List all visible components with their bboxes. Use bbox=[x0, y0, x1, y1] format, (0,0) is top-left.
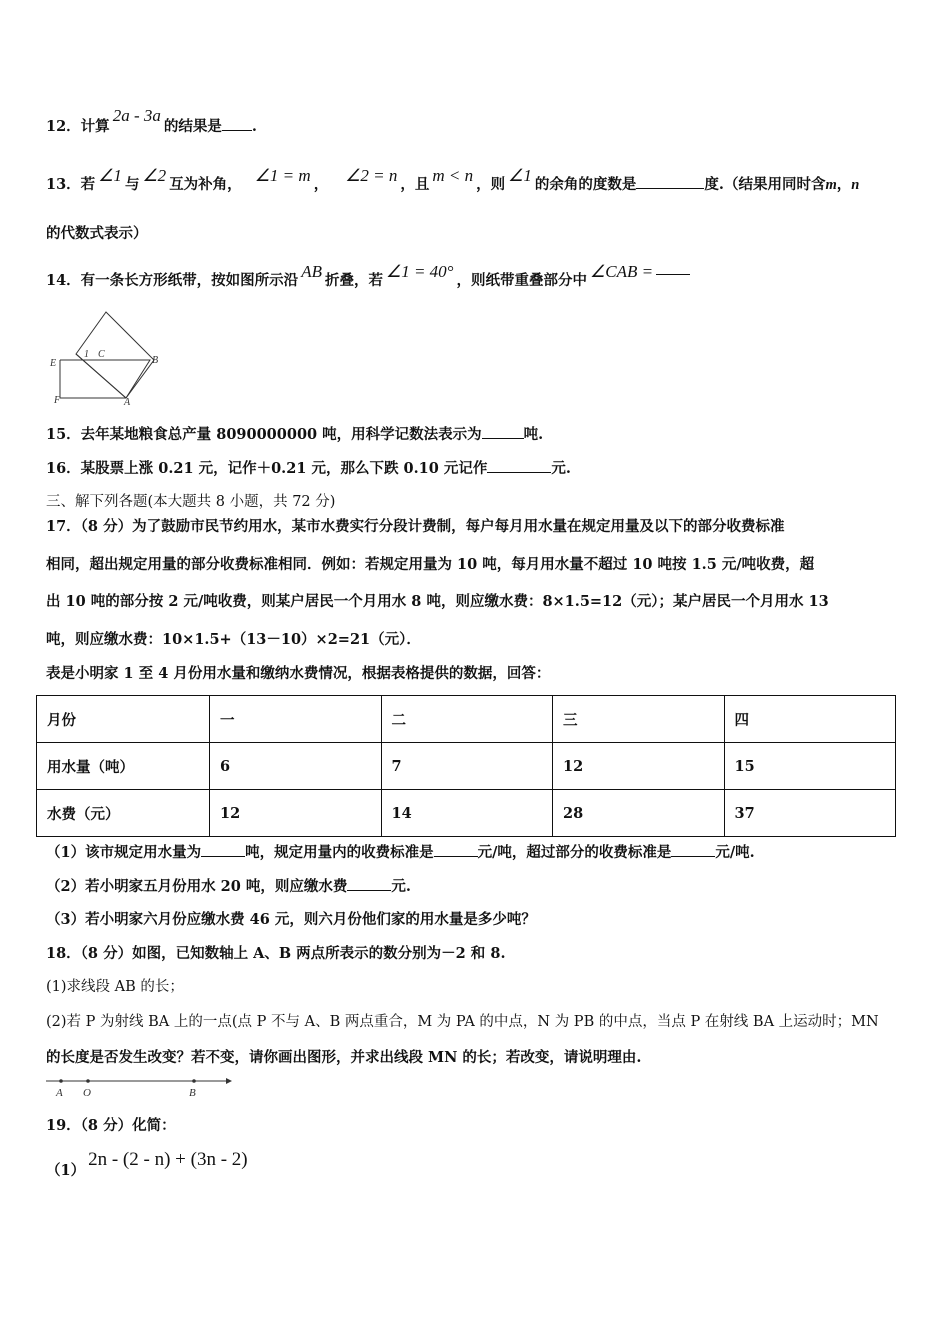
q17-line-1: 17．（8 分）为了鼓励市民节约用水，某市水费实行分段计费制，每户每月用水量在规定用量及以下的部分收费标准 bbox=[46, 518, 785, 535]
table-cell: 月份 bbox=[37, 696, 210, 743]
q17-sub1-text-b: 吨，规定用量内的收费标准是 bbox=[245, 844, 434, 861]
water-fee-table bbox=[36, 695, 896, 837]
question-16 bbox=[46, 458, 571, 479]
table-cell: 12 bbox=[210, 790, 382, 837]
q13-eq1: ∠1 = m bbox=[254, 166, 311, 185]
q17-sub-1 bbox=[46, 842, 755, 863]
table-cell: 用水量（吨） bbox=[37, 743, 210, 790]
q12-suffix: 的结果是 bbox=[163, 118, 222, 135]
q13-text-2: 与 bbox=[124, 176, 140, 193]
q18-line-4: 的长度是否发生改变？若不变，请你画出图形，并求出线段 MN 的长；若改变，请说明理由. bbox=[46, 1049, 642, 1066]
q14-text-3: ，则纸带重叠部分中 bbox=[456, 272, 587, 289]
q13-var-n: n bbox=[851, 177, 860, 193]
q16-text: 16．某股票上涨 0.21 元，记作＋0.21 元，那么下跌 0.10 元记作 bbox=[46, 460, 488, 477]
question-13 bbox=[46, 166, 860, 195]
q13-text-1: 13．若 bbox=[46, 176, 96, 193]
q19-sub1-label: （1） bbox=[46, 1162, 86, 1179]
table-row bbox=[37, 696, 896, 743]
label-b: B bbox=[189, 1087, 196, 1099]
q18-line-2: (1)求线段 AB 的长； bbox=[46, 979, 184, 995]
q14-answer-blank[interactable] bbox=[656, 260, 690, 275]
q13-comma: ， bbox=[836, 176, 852, 193]
q15-suffix: 吨. bbox=[523, 426, 544, 443]
q17-sub2-text-a: （2）若小明家五月份用水 20 吨，则应缴水费 bbox=[46, 878, 348, 895]
q16-answer-blank[interactable] bbox=[487, 458, 551, 473]
q13-sep-1: ， bbox=[313, 176, 329, 193]
q14-text-2: 折叠，若 bbox=[324, 272, 383, 289]
table-cell: 14 bbox=[381, 790, 553, 837]
q13-text-5: 的余角的度数是 bbox=[534, 176, 637, 193]
q17-sub2-text-b: 元. bbox=[391, 878, 411, 895]
q19-sub1-expression: 2n - (2 - n) + (3n - 2) bbox=[88, 1149, 248, 1170]
q14-folded-strip-figure bbox=[46, 308, 176, 406]
q17-sub1-text-d: 元/吨. bbox=[715, 844, 755, 861]
table-cell: 一 bbox=[210, 696, 382, 743]
q17-line-2: 相同，超出规定用量的部分收费标准相同．例如：若规定用量为 10 吨，每月用水量不超过 10 吨按 1.5 元/吨收费，超 bbox=[46, 556, 815, 573]
q15-answer-blank[interactable] bbox=[482, 424, 524, 439]
q18-number-line bbox=[44, 1072, 234, 1100]
question-14 bbox=[46, 262, 690, 291]
q13-text-4: ，则 bbox=[476, 176, 506, 193]
q17-sub1-blank-1[interactable] bbox=[201, 842, 245, 857]
q18-line-3: (2)若 P 为射线 BA 上的一点(点 P 不与 A、B 两点重合，M 为 PA 的中点，N 为 PB 的中点，当点 P 在射线 BA 上运动时；MN bbox=[46, 1014, 879, 1030]
q18-line-1: 18．（8 分）如图，已知数轴上 A、B 两点所表示的数分别为－2 和 8. bbox=[46, 945, 506, 962]
label-a: A bbox=[56, 1087, 63, 1099]
q17-sub1-blank-3[interactable] bbox=[671, 842, 715, 857]
question-12 bbox=[46, 106, 257, 137]
q13-var-m: m bbox=[825, 177, 837, 193]
point-o bbox=[86, 1079, 90, 1083]
q15-text: 15．去年某地粮食总产量 8090000000 吨，用科学记数法表示为 bbox=[46, 426, 482, 443]
q16-suffix: 元. bbox=[551, 460, 571, 477]
q17-line-4: 吨，则应缴水费：10×1.5+（13－10）×2=21（元）． bbox=[46, 631, 421, 648]
q13-answer-blank[interactable] bbox=[636, 174, 704, 189]
q17-sub1-blank-2[interactable] bbox=[434, 842, 478, 857]
q13-eq2: ∠2 = n bbox=[345, 166, 398, 185]
q17-sub2-blank[interactable] bbox=[347, 876, 391, 891]
q14-cab: ∠CAB = bbox=[589, 262, 654, 281]
q12-answer-blank[interactable] bbox=[222, 116, 252, 131]
point-a bbox=[59, 1079, 63, 1083]
q17-sub1-text-a: （1）该市规定用水量为 bbox=[46, 844, 202, 861]
section-3-title: 三、解下列各题(本大题共 8 小题，共 72 分) bbox=[46, 494, 336, 510]
table-cell: 7 bbox=[381, 743, 553, 790]
q14-angle: ∠1 = 40° bbox=[385, 262, 454, 281]
q12-end: . bbox=[251, 118, 257, 135]
table-cell: 15 bbox=[724, 743, 896, 790]
q19-line-1: 19．（8 分）化简： bbox=[46, 1117, 176, 1134]
label-c: C bbox=[98, 349, 105, 360]
q14-text-1: 14．有一条长方形纸带，按如图所示沿 bbox=[46, 272, 299, 289]
label-b: B bbox=[152, 355, 159, 366]
table-cell: 28 bbox=[553, 790, 725, 837]
q13-ineq: m < n bbox=[432, 166, 474, 185]
q17-sub1-text-c: 元/吨，超过部分的收费标准是 bbox=[477, 844, 672, 861]
q17-sub-3: （3）若小明家六月份应缴水费 46 元，则六月份他们家的用水量是多少吨？ bbox=[46, 911, 536, 928]
table-cell: 6 bbox=[210, 743, 382, 790]
q17-sub-2 bbox=[46, 876, 411, 897]
table-row bbox=[37, 790, 896, 837]
table-cell: 三 bbox=[553, 696, 725, 743]
label-e: E bbox=[50, 358, 57, 369]
q13-angle1: ∠1 bbox=[98, 166, 122, 185]
table-cell: 水费（元） bbox=[37, 790, 210, 837]
label-o: O bbox=[83, 1087, 91, 1099]
q14-crease bbox=[76, 354, 126, 398]
q13-angle2: ∠2 bbox=[142, 166, 167, 185]
q12-prefix: 12．计算 bbox=[46, 118, 110, 135]
question-15 bbox=[46, 424, 543, 445]
table-cell: 二 bbox=[381, 696, 553, 743]
q12-expression: 2a - 3a bbox=[112, 106, 161, 125]
table-row bbox=[37, 743, 896, 790]
q13-sep-2: ，且 bbox=[400, 176, 430, 193]
q13-text-3: 互为补角， bbox=[169, 176, 242, 193]
label-1: 1 bbox=[84, 349, 89, 360]
q13-text-6: 度.（结果用同时含 bbox=[704, 176, 826, 193]
table-cell: 12 bbox=[553, 743, 725, 790]
label-a: A bbox=[124, 397, 131, 406]
number-line-arrow bbox=[226, 1078, 232, 1084]
q14-ab: AB bbox=[301, 262, 322, 281]
q19-sub-1 bbox=[46, 1149, 251, 1181]
q17-line-3: 出 10 吨的部分按 2 元/吨收费，则某户居民一个月用水 8 吨，则应缴水费：8×1.5=12（元）；某户居民一个月用水 13 bbox=[46, 593, 829, 610]
q17-table-intro: 表是小明家 1 至 4 月份用水量和缴纳水费情况，根据表格提供的数据，回答： bbox=[46, 665, 551, 682]
table-cell: 四 bbox=[724, 696, 896, 743]
point-b bbox=[192, 1079, 196, 1083]
q13-angle1-again: ∠1 bbox=[508, 166, 532, 185]
label-f: F bbox=[54, 395, 61, 406]
table-cell: 37 bbox=[724, 790, 896, 837]
q13-line-2: 的代数式表示） bbox=[46, 225, 148, 242]
